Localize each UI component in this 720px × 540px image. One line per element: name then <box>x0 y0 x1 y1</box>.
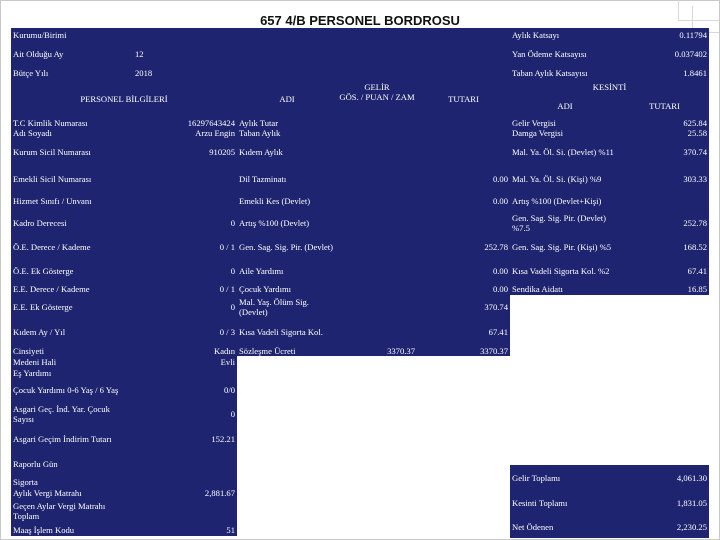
personel-label: Asgari Geç. İnd. Yar. Çocuk Sayısı <box>11 402 133 426</box>
personel-value: 0 / 1 <box>133 283 237 295</box>
gelir-gos <box>337 319 417 345</box>
gelir-name: Aylık Tutar <box>237 118 337 128</box>
personel-value: 0/0 <box>133 378 237 402</box>
personel-value: Kadın <box>133 345 237 356</box>
gelir-tutar: 0.00 <box>417 259 510 283</box>
personel-value: 0 / 3 <box>133 319 237 345</box>
kesinti-tutar: 303.33 <box>620 166 709 191</box>
kesinti-name: Artış %100 (Devlet+Kişi) <box>510 191 620 211</box>
personel-label: T.C Kimlik Numarası <box>11 118 133 128</box>
gelir-header <box>337 80 417 118</box>
personel-value <box>133 476 237 487</box>
yan-odeme-value: 0.037402 <box>620 42 709 66</box>
personel-value <box>133 166 237 191</box>
personel-value <box>133 498 237 523</box>
kesinti-name: Damga Vergisi <box>510 128 620 138</box>
gelir-name: Emekli Kes (Devlet) <box>237 191 337 211</box>
gelir-name: Mal. Yaş. Ölüm Sig. (Devlet) <box>237 295 337 319</box>
gelir-gos <box>337 259 417 283</box>
aylik-katsayi-value: 0.11794 <box>620 28 709 42</box>
personel-value: 0 <box>133 211 237 235</box>
gelir-name: Kıdem Aylık <box>237 138 337 166</box>
net-odenen-value: 2,230.25 <box>620 515 709 538</box>
kesinti-name: Gelir Vergisi <box>510 118 620 128</box>
kesinti-header: KESİNTİ <box>510 80 709 93</box>
kesinti-tutari-header: TUTARI <box>620 93 709 118</box>
payroll-sheet <box>11 28 709 538</box>
kesinti-name: Gen. Sag. Sig. Pir. (Devlet) %7.5 <box>510 211 620 235</box>
personel-label: Çocuk Yardımı 0-6 Yaş / 6 Yaş <box>11 378 133 402</box>
gelir-name: Taban Aylık <box>237 128 337 138</box>
personel-label: Raporlu Gün <box>11 452 133 476</box>
personel-value: 152.21 <box>133 426 237 452</box>
gelir-gos <box>337 235 417 259</box>
personel-label: Asgari Geçim İndirim Tutarı <box>11 426 133 452</box>
gelir-tutar: 0.00 <box>417 191 510 211</box>
gelir-name: Sözleşme Ücreti <box>237 345 337 356</box>
personel-label: E.E. Derece / Kademe <box>11 283 133 295</box>
gelir-tutar <box>417 138 510 166</box>
personel-label: Maaş İşlem Kodu <box>11 523 133 536</box>
gelir-tutar: 3370.37 <box>417 345 510 356</box>
gelir-gos <box>337 166 417 191</box>
personel-value: Evli <box>133 356 237 367</box>
gelir-gos <box>337 191 417 211</box>
kurum-label: Kurumu/Birimi <box>11 28 510 42</box>
personel-value: 16297643424 <box>133 118 237 128</box>
personel-value <box>133 191 237 211</box>
gelir-adi-header: ADI <box>237 80 337 118</box>
kesinti-tutar: 25.58 <box>620 128 709 138</box>
kesinti-toplami-value: 1,831.05 <box>620 491 709 515</box>
gelir-title: GELİR <box>364 82 390 92</box>
kesinti-name: Gen. Sag. Sig. Pir. (Kişi) %5 <box>510 235 620 259</box>
personel-label: Eş Yardımı <box>11 367 133 378</box>
gelir-gos <box>337 138 417 166</box>
gelir-tutar: 0.00 <box>417 283 510 295</box>
personel-label: Hizmet Sınıfı / Unvanı <box>11 191 133 211</box>
gelir-tutar <box>417 128 510 138</box>
gelir-tutar: 67.41 <box>417 319 510 345</box>
personel-value: 0 / 1 <box>133 235 237 259</box>
personel-label: Aylık Vergi Matrahı <box>11 487 133 498</box>
personel-value: 910205 <box>133 138 237 166</box>
kesinti-tutar: 625.84 <box>620 118 709 128</box>
personel-label: Ö.E. Ek Gösterge <box>11 259 133 283</box>
yil-label: Bütçe Yılı <box>11 66 133 80</box>
kesinti-toplami-label: Kesinti Toplamı <box>510 491 620 515</box>
personel-label: Ö.E. Derece / Kademe <box>11 235 133 259</box>
kesinti-tutar: 252.78 <box>620 211 709 235</box>
gelir-gos <box>337 118 417 128</box>
personel-label: Kadro Derecesi <box>11 211 133 235</box>
kesinti-tutar <box>620 191 709 211</box>
gelir-toplami-value: 4,061.30 <box>620 465 709 491</box>
gelir-toplami-label: Gelir Toplamı <box>510 465 620 491</box>
personel-value: 0 <box>133 295 237 319</box>
kesinti-tutar: 16.85 <box>620 283 709 295</box>
gelir-tutar: 370.74 <box>417 295 510 319</box>
kesinti-tutar: 370.74 <box>620 138 709 166</box>
gelir-gos <box>337 295 417 319</box>
personel-value: 0 <box>133 259 237 283</box>
gelir-name: Artış %100 (Devlet) <box>237 211 337 235</box>
gos-puan-zam-header: GÖS. / PUAN / ZAM <box>339 92 415 102</box>
kesinti-tutar: 67.41 <box>620 259 709 283</box>
personel-label: Emekli Sicil Numarası <box>11 166 133 191</box>
personel-value <box>133 367 237 378</box>
ay-value: 12 <box>133 42 510 66</box>
gelir-gos: 3370.37 <box>337 345 417 356</box>
personel-value: Arzu Engin <box>133 128 237 138</box>
gelir-name: Kısa Vadeli Sigorta Kol. <box>237 319 337 345</box>
personel-value: 51 <box>133 523 237 536</box>
kesinti-name: Sendika Aidatı <box>510 283 620 295</box>
gelir-tutar <box>417 118 510 128</box>
personel-header: PERSONEL BİLGİLERİ <box>11 80 237 118</box>
kesinti-tutar: 168.52 <box>620 235 709 259</box>
gelir-gos <box>337 283 417 295</box>
gelir-gos <box>337 211 417 235</box>
gelir-name: Dil Tazminatı <box>237 166 337 191</box>
personel-label: Kurum Sicil Numarası <box>11 138 133 166</box>
kesinti-name: Mal. Ya. Öl. Si. (Devlet) %11 <box>510 138 620 166</box>
gelir-name: Gen. Sag. Sig. Pir. (Devlet) <box>237 235 337 259</box>
personel-value <box>133 452 237 476</box>
gelir-tutar <box>417 211 510 235</box>
gelir-gos <box>337 128 417 138</box>
gelir-tutari-header: TUTARI <box>417 80 510 118</box>
gelir-tutar: 252.78 <box>417 235 510 259</box>
page-title: 657 4/B PERSONEL BORDROSU <box>260 13 460 28</box>
net-odenen-label: Net Ödenen <box>510 515 620 538</box>
kesinti-adi-header: ADI <box>510 93 620 118</box>
personel-label: Geçen Aylar Vergi Matrahı Toplam <box>11 498 133 523</box>
gelir-name: Aile Yardımı <box>237 259 337 283</box>
personel-value: 2,881.67 <box>133 487 237 498</box>
gelir-tutar: 0.00 <box>417 166 510 191</box>
personel-label: Sigorta <box>11 476 133 487</box>
kesinti-name: Mal. Ya. Öl. Si. (Kişi) %9 <box>510 166 620 191</box>
personel-label: Adı Soyadı <box>11 128 133 138</box>
personel-label: Medeni Hali <box>11 356 133 367</box>
taban-value: 1.8461 <box>620 66 709 80</box>
aylik-katsayi-label: Aylık Katsayı <box>510 28 620 42</box>
gelir-name: Çocuk Yardımı <box>237 283 337 295</box>
personel-label: Cinsiyeti <box>11 345 133 356</box>
ay-label: Ait Olduğu Ay <box>11 42 133 66</box>
personel-value: 0 <box>133 402 237 426</box>
personel-label: Kıdem Ay / Yıl <box>11 319 133 345</box>
kesinti-name: Kısa Vadeli Sigorta Kol. %2 <box>510 259 620 283</box>
yil-value: 2018 <box>133 66 510 80</box>
taban-label: Taban Aylık Katsayısı <box>510 66 620 80</box>
yan-odeme-label: Yan Ödeme Katsayısı <box>510 42 620 66</box>
personel-label: E.E. Ek Gösterge <box>11 295 133 319</box>
